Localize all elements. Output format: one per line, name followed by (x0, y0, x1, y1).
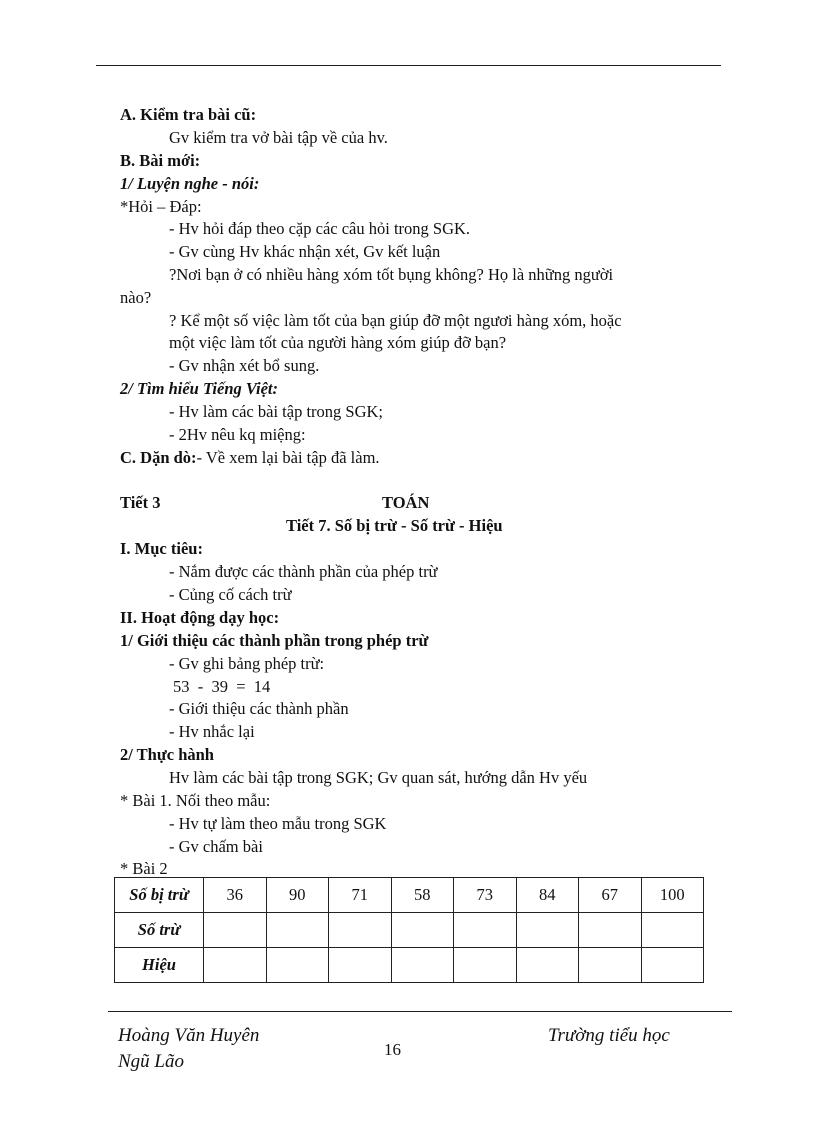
part-a-heading: A. Kiểm tra bài cũ: (120, 105, 257, 124)
table-cell (641, 913, 704, 948)
author-name: Hoàng Văn Huyên (118, 1025, 260, 1046)
header-rule (96, 65, 721, 66)
part-b-line-4: - Hv làm các bài tập trong SGK; (169, 402, 383, 421)
table-cell (579, 948, 642, 983)
footer-author (118, 1023, 259, 1075)
table-cell (641, 948, 704, 983)
question-1-line-a: ?Nơi bạn ở có nhiều hàng xóm tốt bụng không? Họ là những người (169, 265, 614, 284)
table-row (115, 878, 704, 913)
table-cell (516, 913, 579, 948)
exercise-2: * Bài 2 (120, 859, 168, 878)
part-c-text: - Về xem lại bài tập đã làm. (196, 448, 380, 467)
objectives-line-1: - Nắm được các thành phần của phép trừ (169, 562, 438, 581)
part-c-row (120, 447, 380, 469)
exercise-1: * Bài 1. Nối theo mẫu: (120, 791, 271, 810)
subtraction-table (114, 877, 704, 983)
footer-school: Trường tiểu học (548, 1025, 670, 1046)
table-cell: 90 (266, 878, 329, 913)
part-b-heading: B. Bài mới: (120, 151, 201, 170)
lesson-title: Tiết 7. Số bị trừ - Số trừ - Hiệu (286, 516, 503, 535)
listening-speaking-heading: 1/ Luyện nghe - nói: (120, 174, 260, 193)
table-cell (266, 913, 329, 948)
table-cell (454, 913, 517, 948)
author-location: Ngũ Lão (118, 1051, 184, 1072)
qa-label: *Hỏi – Đáp: (120, 197, 202, 216)
activities-line-6: - Gv chấm bài (169, 837, 263, 856)
row-label-minuend: Số bị trừ (115, 878, 204, 913)
table-cell: 71 (329, 878, 392, 913)
table-cell (266, 948, 329, 983)
table-cell (579, 913, 642, 948)
part-b-line-5: - 2Hv nêu kq miệng: (169, 425, 306, 444)
activities-line-1: - Gv ghi bảng phép trừ: (169, 654, 325, 673)
question-2-line-b: một việc làm tốt của người hàng xóm giúp đỡ bạn? (169, 333, 507, 352)
footer-rule (108, 1011, 732, 1012)
part-c-heading: C. Dặn dò: (120, 448, 197, 467)
table-cell: 73 (454, 878, 517, 913)
activities-line-5: - Hv tự làm theo mẫu trong SGK (169, 814, 387, 833)
part-a-line: Gv kiểm tra vở bài tập về của hv. (169, 128, 388, 147)
table-cell: 36 (204, 878, 267, 913)
lesson-period: Tiết 3 (120, 493, 161, 512)
subtraction-parts-heading: 1/ Giới thiệu các thành phần trong phép trừ (120, 631, 429, 650)
table-cell: 67 (579, 878, 642, 913)
table-cell (391, 948, 454, 983)
part-b-line-1: - Hv hỏi đáp theo cặp các câu hỏi trong SGK. (169, 219, 471, 238)
table-cell (204, 948, 267, 983)
table-row (115, 948, 704, 983)
objectives-heading: I. Mục tiêu: (120, 539, 203, 558)
table-cell (329, 948, 392, 983)
practice-heading: 2/ Thực hành (120, 745, 214, 764)
part-b-line-3: - Gv nhận xét bổ sung. (169, 356, 320, 375)
table-cell: 100 (641, 878, 704, 913)
equation: 53 - 39 = 14 (173, 677, 271, 696)
row-label-subtrahend: Số trừ (115, 913, 204, 948)
lesson-subject: TOÁN (382, 493, 430, 512)
row-label-difference: Hiệu (115, 948, 204, 983)
table-cell (516, 948, 579, 983)
question-2-line-a: ? Kể một số việc làm tốt của bạn giúp đỡ một ngươi hàng xóm, hoặc (169, 311, 622, 330)
table-cell (329, 913, 392, 948)
activities-line-3: - Hv nhắc lại (169, 722, 255, 741)
table-cell: 84 (516, 878, 579, 913)
activities-line-2: - Giới thiệu các thành phần (169, 699, 349, 718)
activities-heading: II. Hoạt động dạy học: (120, 608, 280, 627)
activities-line-4: Hv làm các bài tập trong SGK; Gv quan sát, hướng dẫn Hv yếu (169, 768, 588, 787)
part-b-line-2: - Gv cùng Hv khác nhận xét, Gv kết luận (169, 242, 441, 261)
page-number: 16 (384, 1040, 401, 1059)
vietnamese-heading: 2/ Tìm hiểu Tiếng Việt: (120, 379, 278, 398)
table-cell: 58 (391, 878, 454, 913)
table-cell (454, 948, 517, 983)
table-row (115, 913, 704, 948)
table-cell (391, 913, 454, 948)
objectives-line-2: - Củng cố cách trừ (169, 585, 292, 604)
question-1-line-b: nào? (120, 288, 152, 307)
table-cell (204, 913, 267, 948)
